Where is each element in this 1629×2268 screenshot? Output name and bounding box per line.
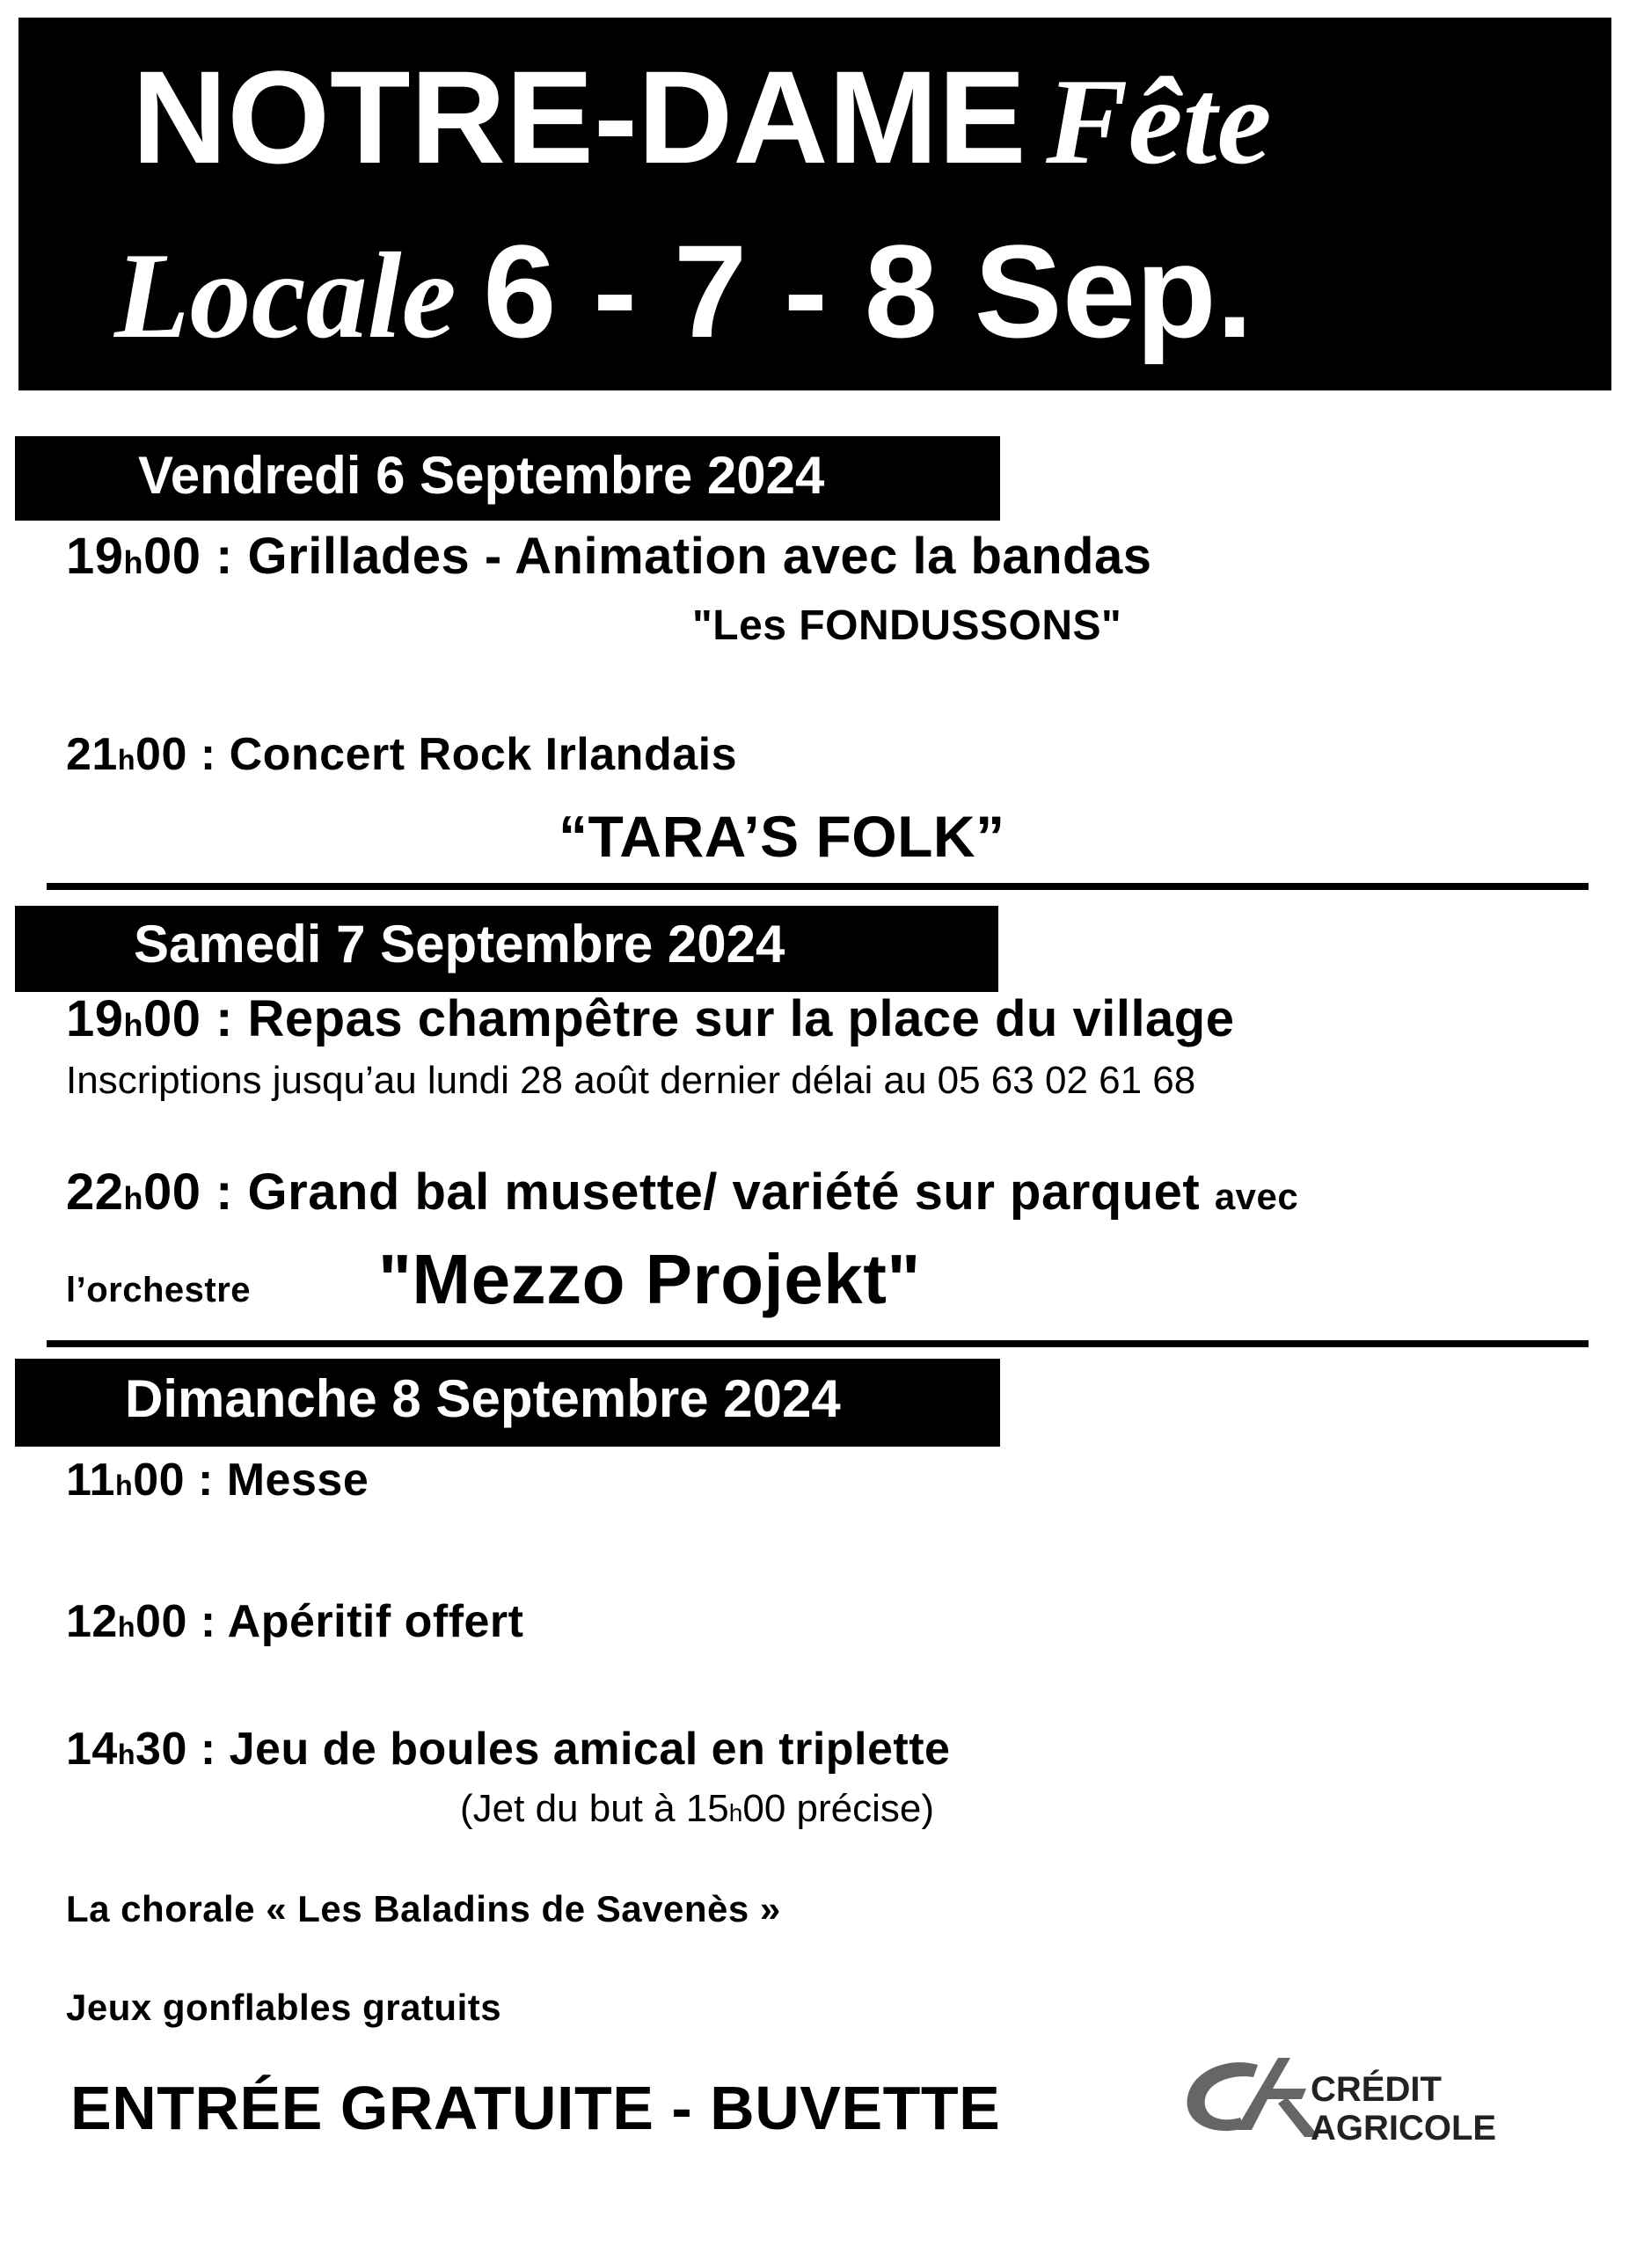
event-friday-2100: 21h00 : Concert Rock Irlandais [66, 729, 737, 780]
event-saturday-1900-sub: Inscriptions jusqu’au lundi 28 août dernier délai au 05 63 02 61 68 [66, 1059, 1196, 1102]
title-dates: 6 - 7 - 8 Sep. [483, 217, 1253, 365]
event-saturday-2200-prefix: l’orchestre [66, 1271, 252, 1309]
divider [47, 883, 1589, 890]
day-header-friday [15, 436, 1000, 521]
event-friday-1900-sub: "Les FONDUSSONS" [692, 602, 1122, 649]
header-line-1 [132, 43, 1272, 191]
divider [47, 1340, 1589, 1347]
title-fete: Fête [1046, 54, 1272, 190]
event-sunday-1430: 14h30 : Jeu de boules amical en triplette [66, 1724, 951, 1775]
event-friday-1900: 19h00 : Grillades - Animation avec la bandas [66, 528, 1152, 585]
event-saturday-2200: 22h00 : Grand bal musette/ variété sur parquet avec [66, 1163, 1299, 1221]
title-locale: Locale [114, 228, 457, 364]
header-line-2 [114, 217, 1253, 365]
day-label: Dimanche 8 Septembre 2024 [125, 1369, 841, 1428]
event-sunday-1430-sub: (Jet du but à 15h00 précise) [460, 1787, 935, 1830]
day-header-saturday [15, 906, 998, 992]
event-sunday-1200: 12h00 : Apéritif offert [66, 1596, 524, 1647]
sponsor-name-line-1: CRÉDIT [1311, 2070, 1442, 2109]
credit-agricole-logo-icon [1174, 2049, 1324, 2146]
event-sunday-1100: 11h00 : Messe [66, 1455, 369, 1506]
footer-entree-gratuite: ENTRÉE GRATUITE - BUVETTE [70, 2074, 1001, 2142]
title-main: NOTRE-DAME [132, 43, 1026, 191]
day-label: Vendredi 6 Septembre 2024 [138, 446, 825, 505]
extra-chorale: La chorale « Les Baladins de Savenès » [66, 1888, 781, 1929]
day-header-sunday [15, 1359, 1000, 1447]
day-label: Samedi 7 Septembre 2024 [134, 915, 785, 974]
event-saturday-1900: 19h00 : Repas champêtre sur la place du village [66, 990, 1235, 1047]
sponsor-name-line-2: AGRICOLE [1311, 2109, 1497, 2148]
sponsor-logo [1174, 2049, 1497, 2150]
event-saturday-2200-sub: "Mezzo Projekt" [378, 1240, 921, 1318]
event-friday-2100-sub: “TARA’S FOLK” [559, 804, 1005, 869]
extra-jeux-gonflables: Jeux gonflables gratuits [66, 1987, 502, 2028]
